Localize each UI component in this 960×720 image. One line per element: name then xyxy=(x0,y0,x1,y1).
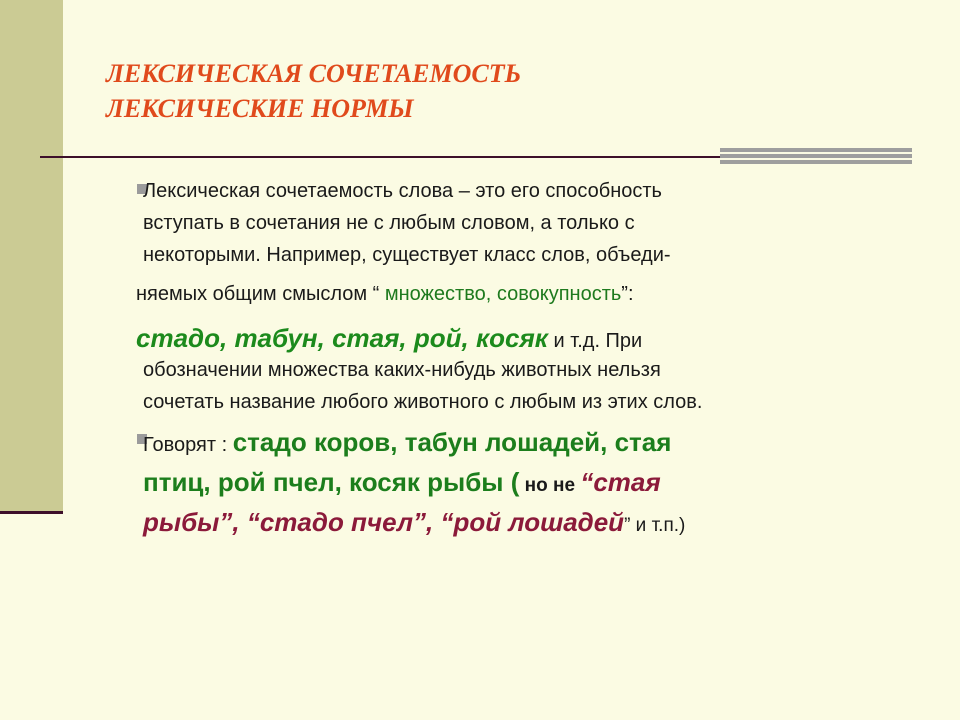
divider-accent xyxy=(720,148,912,166)
para1-line-6: обозначении множества каких-нибудь животных нельзя xyxy=(143,359,661,381)
para1-line-1: Лексическая сочетаемость слова – это его способность xyxy=(143,180,662,202)
para2-line-2: птиц, рой пчел, косяк рыбы ( но не “стая xyxy=(143,467,661,497)
highlight-set-meaning: множество, совокупность xyxy=(384,283,622,305)
para1-line-2: вступать в сочетания не с любым словом, а только с xyxy=(143,212,635,234)
para1-line-5: стадо, табун, стая, рой, косяк и т.д. При xyxy=(136,323,643,353)
para1-line-3: некоторыми. Например, существует класс слов, объеди- xyxy=(143,244,671,266)
para2-line-1: Говорят : стадо коров, табун лошадей, стая xyxy=(143,427,672,457)
example-incorrect-2: рыбы”, “стадо пчел”, “рой лошадей xyxy=(143,507,625,537)
para2-line-3: рыбы”, “стадо пчел”, “рой лошадей” и т.п.) xyxy=(143,507,686,537)
example-correct-1: стадо коров, табун лошадей, стая xyxy=(232,427,672,457)
para1-line-7: сочетать название любого животного с любым из этих слов. xyxy=(143,391,703,413)
example-incorrect-1: “стая xyxy=(580,467,661,497)
para1-line-4: няемых общим смыслом “ множество, совокупность”: xyxy=(136,283,634,305)
title-line-2: ЛЕКСИЧЕСКИЕ НОРМЫ xyxy=(106,94,414,123)
sidebar-decoration xyxy=(0,0,63,512)
example-correct-2: птиц, рой пчел, косяк рыбы ( xyxy=(143,467,520,497)
sidebar-underline xyxy=(0,511,63,514)
slide-title xyxy=(106,56,521,126)
title-line-1: ЛЕКСИЧЕСКАЯ СОЧЕТАЕМОСТЬ xyxy=(106,59,522,88)
highlight-collective-nouns: стадо, табун, стая, рой, косяк xyxy=(136,323,548,353)
